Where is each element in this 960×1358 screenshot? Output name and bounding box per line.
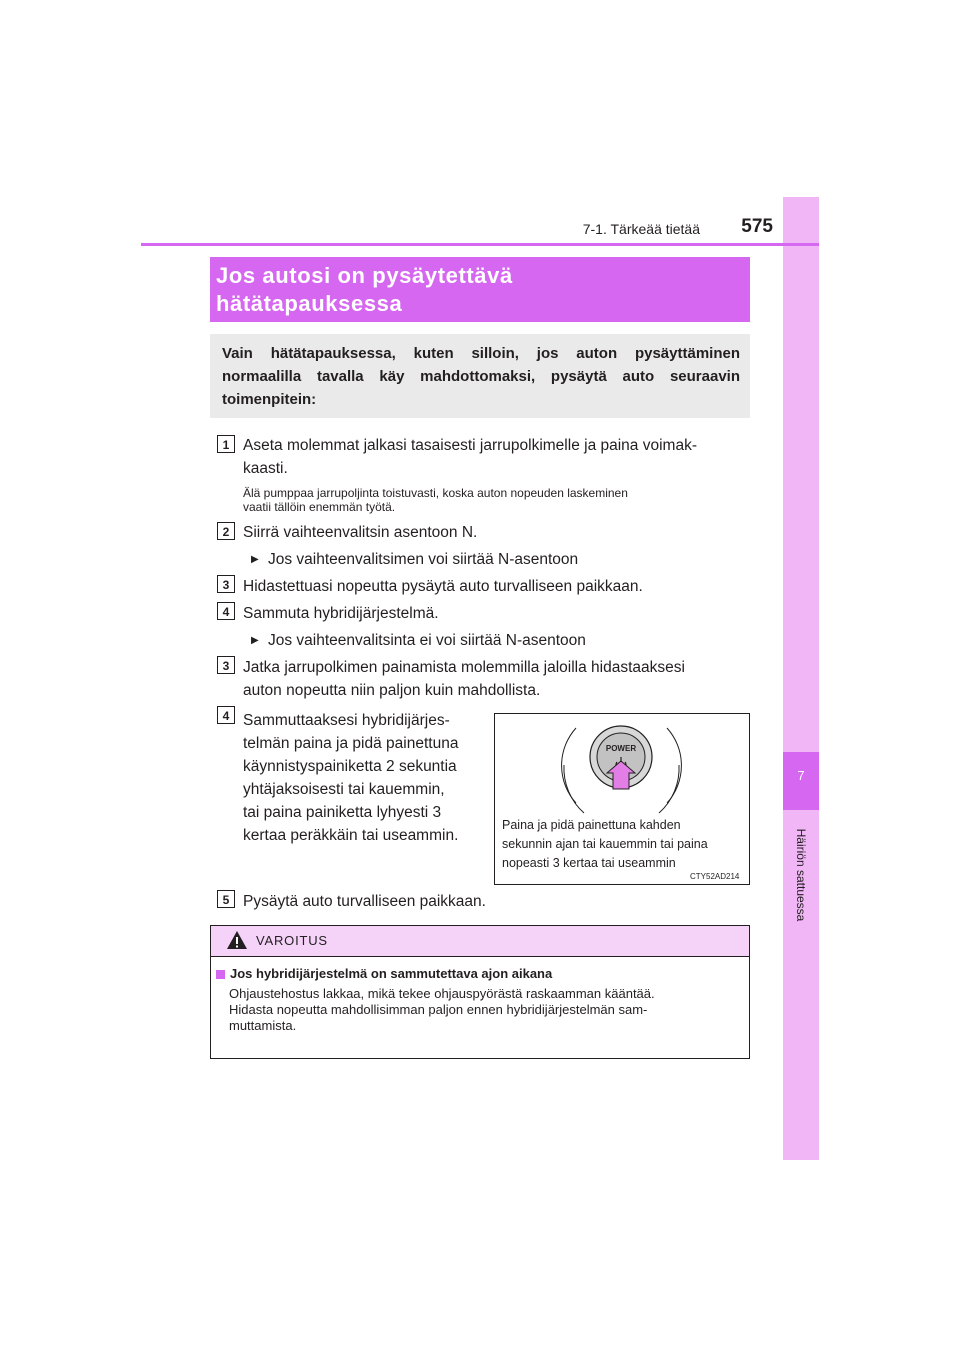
step-note: Älä pumppaa jarrupoljinta toistuvasti, koska auton nopeuden laskeminen xyxy=(243,486,628,500)
side-tab-chapter-title: Häiriön sattuessa xyxy=(794,828,808,922)
step-text: Sammuta hybridijärjestelmä. xyxy=(243,605,439,622)
page-title-line-1: Jos autosi on pysäytettävä xyxy=(216,263,513,288)
figure-caption-line: sekunnin ajan tai kauemmin tai paina xyxy=(502,837,708,851)
right-triangle-icon: ▶ xyxy=(251,635,259,646)
step-badge: 5 xyxy=(217,890,235,908)
step-text: yhtäjaksoisesti tai kauemmin, xyxy=(243,781,445,798)
step-text: Pysäytä auto turvalliseen paikkaan. xyxy=(243,893,486,910)
page-title-line-2: hätätapauksessa xyxy=(216,291,403,316)
step-text: auton nopeutta niin paljon kuin mahdollista. xyxy=(243,682,541,699)
step-text: kaasti. xyxy=(243,460,288,477)
figure-caption xyxy=(502,816,742,873)
step-text: Jatka jarrupolkimen painamista molemmilla jaloilla hidastaaksesi xyxy=(243,659,685,676)
warning-label: VAROITUS xyxy=(256,933,328,948)
step-badge: 4 xyxy=(217,706,235,724)
warning-body xyxy=(229,986,741,1034)
warning-body-line: Hidasta nopeutta mahdollisimman paljon ennen hybridijärjestelmän sam- xyxy=(229,1002,648,1017)
case-heading: Jos vaihteenvalitsimen voi siirtää N-asentoon xyxy=(268,551,579,568)
warning-body-line: muttamista. xyxy=(229,1018,297,1033)
step-text: kertaa peräkkäin tai useammin. xyxy=(243,827,459,844)
warning-body-line: Ohjaustehostus lakkaa, mikä tekee ohjauspyörästä raskaamman kääntää. xyxy=(229,986,655,1001)
figure-code: CTY52AD214 xyxy=(690,872,740,881)
step-text: Siirrä vaihteenvalitsin asentoon N. xyxy=(243,524,478,541)
header-section: 7-1. Tärkeää tietää xyxy=(582,221,700,237)
side-tab-chapter-number: 7 xyxy=(797,768,805,783)
right-triangle-icon: ▶ xyxy=(251,554,259,565)
step-note: vaatii tällöin enemmän työtä. xyxy=(243,500,396,514)
step-text: Aseta molemmat jalkasi tasaisesti jarrupolkimelle ja paina voimak- xyxy=(243,437,697,454)
page-number: 575 xyxy=(741,216,773,237)
step-badge: 3 xyxy=(217,575,235,593)
warning-title: Jos hybridijärjestelmä on sammutettava ajon aikana xyxy=(230,966,553,981)
step-text: telmän paina ja pidä painettuna xyxy=(243,735,459,752)
step-text: Hidastettuasi nopeutta pysäytä auto turvalliseen paikkaan. xyxy=(243,578,643,595)
case-heading: Jos vaihteenvalitsinta ei voi siirtää N-asentoon xyxy=(268,632,586,649)
header-rule xyxy=(141,243,819,246)
figure-caption-line: Paina ja pidä painettuna kahden xyxy=(502,818,681,832)
figure-caption-line: nopeasti 3 kertaa tai useammin xyxy=(502,856,676,870)
step-text: Sammuttaaksesi hybridijärjes- xyxy=(243,712,450,729)
step-badge: 4 xyxy=(217,602,235,620)
step-text: käynnistyspainiketta 2 sekuntia xyxy=(243,758,457,775)
power-button-label: POWER xyxy=(605,744,637,753)
step-badge: 2 xyxy=(217,522,235,540)
step-badge: 1 xyxy=(217,435,235,453)
side-tab xyxy=(783,197,819,1160)
warning-triangle-icon xyxy=(226,930,248,950)
page-title xyxy=(216,262,736,318)
power-button-illustration xyxy=(494,713,750,823)
step-text: tai paina painiketta lyhyesti 3 xyxy=(243,804,442,821)
square-bullet-icon xyxy=(216,970,225,979)
step-badge: 3 xyxy=(217,656,235,674)
intro-text: Vain hätätapauksessa, kuten silloin, jos auton pysäyttäminen normaalilla tavalla käy mahdottomaksi, pysäytä auto seuraavin toimenpitein: xyxy=(222,345,740,408)
